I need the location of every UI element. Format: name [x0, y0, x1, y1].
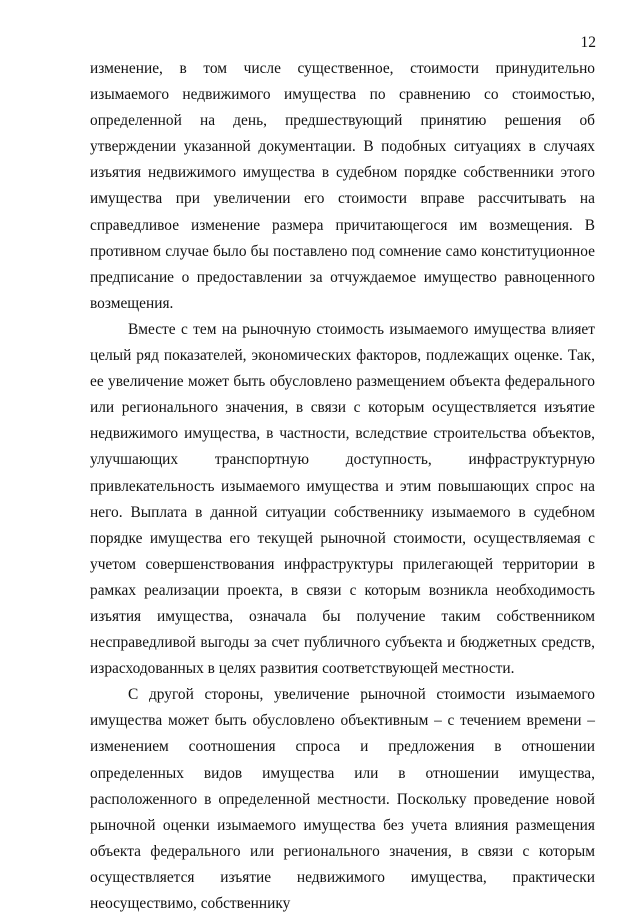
body-text — [90, 56, 595, 917]
paragraph-3: С другой стороны, увеличение рыночной стоимости изымаемого имущества может быть обусловлено объективным – с течением времени – изменением соотношения спроса и предложения в отношении определенных видов имущества или в отношении имущества, расположенного в определенной местности. Поскольку проведение новой рыночной оценки изымаемого имущества без учета влияния размещения объекта федерального или регионального значения, в связи с которым осуществляется изъятие недвижимого имущества, практически неосуществимо, собственнику — [90, 686, 595, 912]
page-number: 12 — [580, 34, 596, 51]
paragraph-1: изменение, в том числе существенное, стоимости принудительно изымаемого недвижимого имущества по сравнению со стоимостью, определенной на день, предшествующий принятию решения об утверждении указанной документации. В подобных ситуациях в случаях изъятия недвижимого имущества в судебном порядке собственники этого имущества при увеличении его стоимости вправе рассчитывать на справедливое изменение размера причитающегося им возмещения. В противном случае было бы поставлено под сомнение само конституционное предписание о предоставлении за отчуждаемое имущество равноценного возмещения. — [90, 60, 595, 312]
paragraph-2: Вместе с тем на рыночную стоимость изымаемого имущества влияет целый ряд показателей, экономических факторов, подлежащих оценке. Так, ее увеличение может быть обусловлено размещением объекта федерального или регионального значения, в связи с которым осуществляется изъятие недвижимого имущества, в частности, вследствие строительства объектов, улучшающих транспортную доступность, инфраструктурную привлекательность изымаемого имущества и этим повышающих спрос на него. Выплата в данной ситуации собственнику изымаемого в судебном порядке имущества его текущей рыночной стоимости, осуществляемая с учетом совершенствования инфраструктуры прилегающей территории в рамках реализации проекта, в связи с которым возникла необходимость изъятия имущества, означала бы получение таким собственником несправедливой выгоды за счет публичного субъекта и бюджетных средств, израсходованных в целях развития соответствующей местности. — [90, 320, 595, 678]
